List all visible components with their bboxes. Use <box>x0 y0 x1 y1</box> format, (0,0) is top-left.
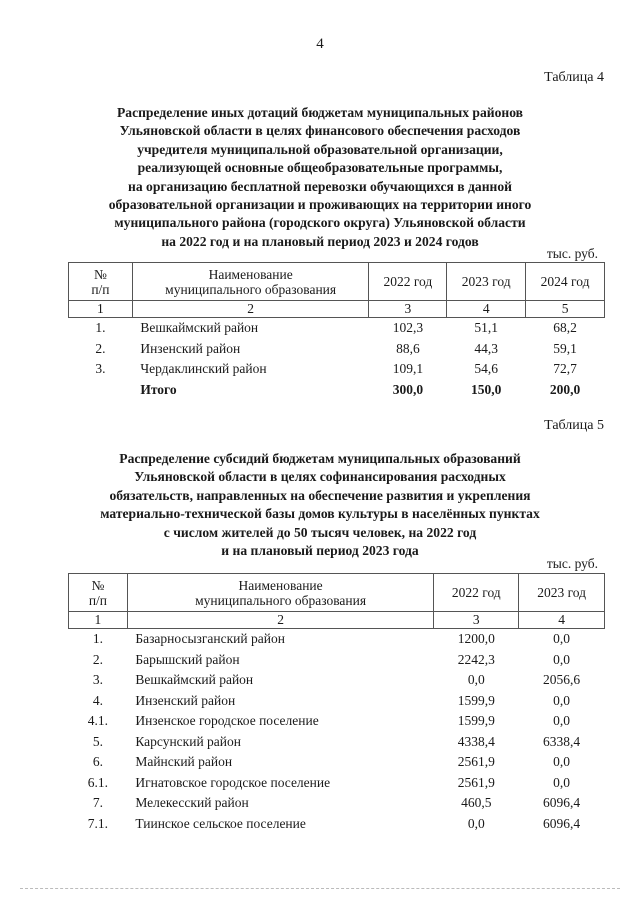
colnum: 4 <box>519 612 605 629</box>
row-name: Мелекесский район <box>135 795 249 811</box>
row-value: 4338,4 <box>457 733 495 749</box>
title-line: Ульяновской области в целях софинансирования расходных <box>134 469 506 485</box>
table4-header-row <box>69 263 605 301</box>
row-value: 109,1 <box>392 361 424 377</box>
colnum: 2 <box>132 301 369 318</box>
row-value: 1200,0 <box>457 631 495 647</box>
table-row <box>69 793 605 814</box>
title-line: и на плановый период 2023 года <box>221 543 419 559</box>
row-value: 54,6 <box>474 361 499 377</box>
row-name: Чердаклинский район <box>140 361 267 377</box>
row-value: 460,5 <box>461 795 492 811</box>
row-value: 6096,4 <box>543 795 581 811</box>
row-value: 68,2 <box>553 320 577 336</box>
row-value: 51,1 <box>474 320 499 336</box>
header-2023: 2023 год <box>447 263 526 301</box>
colnum: 3 <box>434 612 519 629</box>
row-number: 1. <box>95 320 106 336</box>
total-label: Итого <box>140 381 177 397</box>
header-2023: 2023 год <box>519 574 605 612</box>
table4-title <box>60 104 580 251</box>
title-line: муниципального района (городского округа) Ульяновской области <box>114 215 526 231</box>
colnum: 1 <box>69 301 133 318</box>
table4-caption: Таблица 4 <box>544 70 604 85</box>
table-row <box>69 318 605 339</box>
title-line: Распределение субсидий бюджетам муниципальных образований <box>119 451 521 466</box>
header-number: № п/п <box>69 263 133 301</box>
table-row <box>69 814 605 835</box>
total-value: 150,0 <box>471 381 502 397</box>
row-value: 0,0 <box>553 651 571 667</box>
header-name: Наименование муниципального образования <box>127 574 434 612</box>
table-row <box>69 670 605 691</box>
row-value: 1599,9 <box>457 713 495 729</box>
row-value: 2561,9 <box>457 754 495 770</box>
colnum: 1 <box>69 612 128 629</box>
table-row <box>69 691 605 712</box>
table4-colnum-row <box>69 301 605 318</box>
table5-header-row <box>69 574 605 612</box>
row-value: 6096,4 <box>543 815 581 831</box>
row-value: 6338,4 <box>543 733 581 749</box>
row-name: Карсунский район <box>135 733 242 749</box>
table4-total-row <box>69 380 605 401</box>
row-name: Майнский район <box>135 754 233 770</box>
table-row <box>69 359 605 380</box>
row-number: 4.1. <box>87 713 109 729</box>
row-name: Игнатовское городское поселение <box>135 774 331 790</box>
header-2024: 2024 год <box>526 263 605 301</box>
title-line: реализующей основные общеобразовательные программы, <box>137 160 503 176</box>
row-value: 2056,6 <box>543 672 581 688</box>
row-number: 6. <box>92 754 103 770</box>
table4 <box>68 262 605 400</box>
row-number: 6.1. <box>87 774 109 790</box>
table-row <box>69 339 605 360</box>
row-name: Базарносызганский район <box>135 631 285 647</box>
title-line: учредителя муниципальной образовательной организации, <box>137 141 503 157</box>
title-line: на 2022 год и на плановый период 2023 и 2024 годов <box>161 233 479 249</box>
title-line: на организацию бесплатной перевозки обучающихся в данной <box>128 178 512 194</box>
table-row <box>69 732 605 753</box>
table5-title <box>60 450 580 560</box>
row-number: 3. <box>92 672 103 688</box>
row-name: Барышский район <box>135 651 240 667</box>
row-name: Вешкаймский район <box>135 672 254 688</box>
row-number: 7. <box>92 795 103 811</box>
colnum: 3 <box>369 301 447 318</box>
table5 <box>68 573 605 834</box>
row-value: 0,0 <box>553 754 571 770</box>
row-name: Вешкаймский район <box>140 320 259 336</box>
row-number: 4. <box>92 692 103 708</box>
table5-caption: Таблица 5 <box>544 418 604 433</box>
page-number: 4 <box>316 36 324 52</box>
table4-units: тыс. руб. <box>546 246 598 261</box>
colnum: 5 <box>526 301 605 318</box>
table-row <box>69 711 605 732</box>
row-number: 2. <box>92 651 103 667</box>
row-number: 2. <box>95 340 106 356</box>
table-row <box>69 773 605 794</box>
title-line: обязательств, направленных на обеспечение развития и укрепления <box>109 487 531 503</box>
colnum: 4 <box>447 301 526 318</box>
row-value: 44,3 <box>474 340 499 356</box>
total-value: 300,0 <box>392 381 424 397</box>
table-row <box>69 650 605 671</box>
row-name: Инзенское городское поселение <box>135 713 319 729</box>
row-name: Инзенский район <box>140 340 241 356</box>
row-value: 0,0 <box>553 631 571 647</box>
row-value: 88,6 <box>396 340 420 356</box>
table5-colnum-row <box>69 612 605 629</box>
header-name: Наименование муниципального образования <box>132 263 369 301</box>
title-line: Ульяновской области в целях финансового обеспечения расходов <box>119 123 521 139</box>
row-value: 0,0 <box>553 774 571 790</box>
row-value: 0,0 <box>467 672 485 688</box>
row-number: 5. <box>92 733 103 749</box>
row-value: 59,1 <box>553 340 577 356</box>
title-line: Распределение иных дотаций бюджетам муниципальных районов <box>116 105 524 120</box>
row-name: Инзенский район <box>135 692 236 708</box>
table5-units: тыс. руб. <box>546 556 598 571</box>
page-bottom-edge <box>20 888 620 889</box>
row-value: 72,7 <box>553 361 577 377</box>
title-line: с числом жителей до 50 тысяч человек, на 2022 год <box>163 524 477 540</box>
row-number: 7.1. <box>87 815 109 831</box>
row-value: 0,0 <box>553 692 571 708</box>
title-line: материально-технической базы домов культуры в населённых пунктах <box>100 506 540 522</box>
colnum: 2 <box>127 612 434 629</box>
row-value: 0,0 <box>553 713 571 729</box>
title-line: образовательной организации и проживающих на территории иного <box>108 197 532 213</box>
row-value: 102,3 <box>392 320 424 336</box>
row-value: 2561,9 <box>457 774 495 790</box>
table-row <box>69 752 605 773</box>
row-value: 0,0 <box>467 815 485 831</box>
header-2022: 2022 год <box>434 574 519 612</box>
row-value: 2242,3 <box>457 651 495 667</box>
header-2022: 2022 год <box>369 263 447 301</box>
row-number: 3. <box>95 361 106 377</box>
row-number: 1. <box>92 631 103 647</box>
row-value: 1599,9 <box>457 692 495 708</box>
row-name: Тиинское сельское поселение <box>135 815 306 831</box>
table-row <box>69 629 605 650</box>
header-number: № п/п <box>69 574 128 612</box>
total-value: 200,0 <box>549 381 581 397</box>
